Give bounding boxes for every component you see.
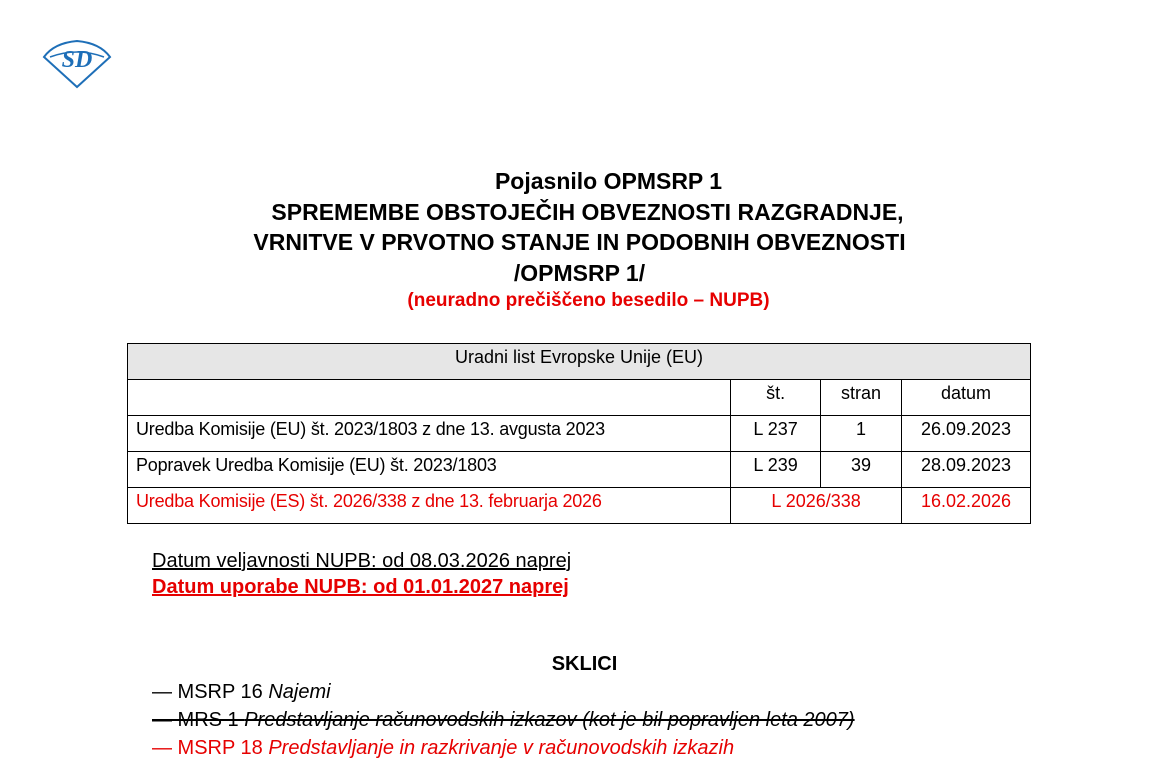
row-datum: 26.09.2023	[902, 416, 1031, 452]
application-date: Datum uporabe NUPB: od 01.01.2027 naprej	[152, 576, 569, 598]
ref-title: Najemi	[268, 681, 331, 703]
table-column-row	[128, 380, 1031, 416]
column-header-name	[128, 380, 731, 416]
row-name: Popravek Uredba Komisije (EU) št. 2023/1803	[128, 452, 731, 488]
row-stran: 39	[821, 452, 902, 488]
reference-list	[152, 678, 855, 762]
column-header-stran: stran	[821, 380, 902, 416]
list-item	[152, 678, 855, 706]
table-row	[128, 416, 1031, 452]
document-title	[0, 166, 1157, 314]
row-st: L 239	[731, 452, 821, 488]
table-row	[128, 452, 1031, 488]
ref-prefix: — MSRP 18	[152, 737, 269, 759]
row-st-stran: L 2026/338	[731, 488, 902, 524]
title-line-3: VRNITVE V PRVOTNO STANJE IN PODOBNIH OBVEZNOSTI	[253, 229, 906, 255]
table-row	[128, 488, 1031, 524]
official-journal-table	[127, 343, 1031, 524]
nupb-dates	[152, 548, 571, 600]
list-item	[152, 706, 855, 734]
column-header-st: št.	[731, 380, 821, 416]
svg-text:SD: SD	[61, 47, 93, 73]
ref-prefix: — MSRP 16	[152, 681, 269, 703]
ref-title: Predstavljanje in razkrivanje v računovodskih izkazih	[268, 737, 735, 759]
title-line-1: Pojasnilo OPMSRP 1	[494, 168, 723, 194]
column-header-datum: datum	[902, 380, 1031, 416]
table-header-row	[128, 344, 1031, 380]
list-item	[152, 734, 855, 762]
row-st: L 237	[731, 416, 821, 452]
table-header: Uradni list Evropske Unije (EU)	[128, 344, 1031, 380]
ref-prefix: — MRS 1	[152, 709, 245, 731]
subtitle: (neuradno prečiščeno besedilo – NUPB)	[407, 290, 770, 311]
row-name: Uredba Komisije (EU) št. 2023/1803 z dne 13. avgusta 2023	[128, 416, 731, 452]
sklici-heading-text: SKLICI	[551, 653, 618, 675]
title-line-2: SPREMEMBE OBSTOJEČIH OBVEZNOSTI RAZGRADNJE,	[271, 198, 904, 225]
row-name: Uredba Komisije (ES) št. 2026/338 z dne 13. februarja 2026	[128, 488, 731, 524]
row-datum: 28.09.2023	[902, 452, 1031, 488]
row-datum: 16.02.2026	[902, 488, 1031, 524]
title-line-4: /OPMSRP 1/	[513, 259, 646, 286]
ref-title: Predstavljanje računovodskih izkazov (kot je bil popravljen leta 2007)	[244, 709, 855, 731]
sklici-heading	[0, 653, 1157, 676]
sd-logo-icon	[40, 35, 114, 89]
row-stran: 1	[821, 416, 902, 452]
validity-date: Datum veljavnosti NUPB: od 08.03.2026 naprej	[152, 550, 572, 572]
